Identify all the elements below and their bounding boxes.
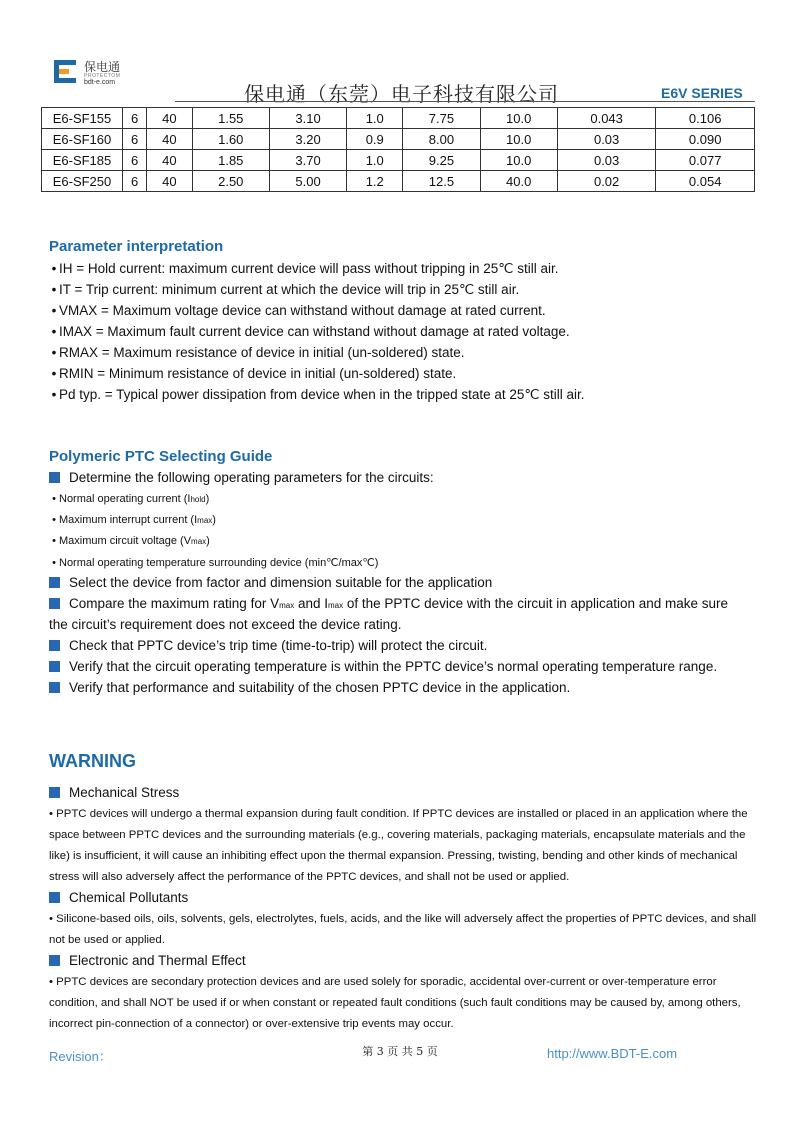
table-cell: 0.043 bbox=[557, 108, 656, 129]
table-cell: 0.02 bbox=[557, 171, 656, 192]
square-bullet-icon bbox=[49, 682, 60, 693]
table-cell: 7.75 bbox=[403, 108, 480, 129]
table-cell: 1.0 bbox=[347, 108, 403, 129]
part-number-cell: E6-SF185 bbox=[42, 150, 123, 171]
section-title-guide: Polymeric PTC Selecting Guide bbox=[49, 448, 273, 465]
guide-subitem: • Maximum interrupt current (Imax) bbox=[49, 514, 216, 526]
table-cell: 6 bbox=[123, 108, 147, 129]
guide-step: Verify that the circuit operating temperature is within the PPTC device’s normal operating temperature range. bbox=[49, 659, 717, 674]
square-bullet-icon bbox=[49, 787, 60, 798]
table-cell: 40.0 bbox=[480, 171, 557, 192]
table-cell: 0.077 bbox=[656, 150, 755, 171]
header-rule bbox=[175, 101, 755, 102]
square-bullet-icon bbox=[49, 892, 60, 903]
company-name: 保电通（东莞）电子科技有限公司 bbox=[244, 82, 559, 106]
table-cell: 1.85 bbox=[192, 150, 269, 171]
bullet-icon: • bbox=[51, 261, 57, 276]
table-row bbox=[42, 108, 755, 129]
warning-paragraph: • PPTC devices will undergo a thermal expansion during fault condition. If PPTC devices are installed or placed in an application where the space between PPTC devices and the surrounding materials (e.g., covering materials, packaging materials, encapsulate materials and the like) is insufficient, it will cause an inhibiting effect upon the thermal expansion. Pressing, twisting, bending and other kinds of mechanical stress will also adversely affect the performance of the PPTC devices, and shall not be used or applied. bbox=[49, 808, 748, 883]
table-cell: 2.50 bbox=[192, 171, 269, 192]
param-item: • IT = Trip current: minimum current at which the device will trip in 25℃ still air. bbox=[49, 282, 519, 298]
bullet-icon: • bbox=[52, 557, 56, 569]
square-bullet-icon bbox=[49, 640, 60, 651]
table-cell: 6 bbox=[123, 171, 147, 192]
table-cell: 10.0 bbox=[480, 150, 557, 171]
logo-text-en: PROTECTOM bbox=[84, 73, 121, 79]
param-item: • IH = Hold current: maximum current device will pass without tripping in 25℃ still air. bbox=[49, 261, 558, 277]
guide-step: Verify that performance and suitability of the chosen PPTC device in the application. bbox=[49, 680, 570, 695]
bullet-icon: • bbox=[51, 387, 57, 402]
param-item: • IMAX = Maximum fault current device can withstand without damage at rated voltage. bbox=[49, 324, 570, 339]
warning-paragraph: • Silicone-based oils, oils, solvents, gels, electrolytes, fuels, acids, and the like will adversely affect the properties of PPTC devices, and shall not be used or applied. bbox=[49, 913, 757, 946]
part-number-cell: E6-SF155 bbox=[42, 108, 123, 129]
part-number-cell: E6-SF250 bbox=[42, 171, 123, 192]
section-title-params: Parameter interpretation bbox=[49, 238, 224, 255]
guide-subitem: • Normal operating current (Ihold) bbox=[49, 493, 209, 505]
table-cell: 3.20 bbox=[269, 129, 346, 150]
param-item: • RMAX = Maximum resistance of device in initial (un-soldered) state. bbox=[49, 345, 465, 360]
table-cell: 0.03 bbox=[557, 150, 656, 171]
warning-heading: Electronic and Thermal Effect bbox=[49, 953, 246, 968]
table-cell: 0.9 bbox=[347, 129, 403, 150]
param-item: • Pd typ. = Typical power dissipation from device when in the tripped state at 25℃ still air. bbox=[49, 387, 585, 403]
square-bullet-icon bbox=[49, 598, 60, 609]
bullet-icon: • bbox=[51, 303, 57, 318]
table-cell: 6 bbox=[123, 129, 147, 150]
table-row bbox=[42, 171, 755, 192]
square-bullet-icon bbox=[49, 472, 60, 483]
bullet-icon: • bbox=[49, 808, 57, 820]
table-cell: 5.00 bbox=[269, 171, 346, 192]
series-title: E6V SERIES bbox=[661, 85, 743, 101]
table-cell: 1.55 bbox=[192, 108, 269, 129]
part-number-cell: E6-SF160 bbox=[42, 129, 123, 150]
warning-paragraph: • PPTC devices are secondary protection devices and are used solely for sporadic, accidental over-current or over-temperature error condition, and shall NOT be used if or when constant or repeated fault conditions (such fault conditions may be caused by, among others, incorrect pin-connection of a connector) or over-extensive trip events may occur. bbox=[49, 976, 741, 1030]
guide-step: Select the device from factor and dimension suitable for the application bbox=[49, 575, 492, 590]
guide-step: Check that PPTC device’s trip time (time-to-trip) will protect the circuit. bbox=[49, 638, 487, 653]
footer-url: http://www.BDT-E.com bbox=[547, 1046, 678, 1061]
guide-step: Determine the following operating parameters for the circuits: bbox=[49, 470, 434, 485]
logo-site: bdt-e.com bbox=[84, 79, 116, 86]
bullet-icon: • bbox=[52, 535, 56, 547]
logo-mark-icon bbox=[50, 58, 80, 86]
table-cell: 12.5 bbox=[403, 171, 480, 192]
company-logo bbox=[50, 58, 140, 88]
warning-heading: Chemical Pollutants bbox=[49, 890, 188, 905]
guide-step-cont: the circuit’s requirement does not exceed the device rating. bbox=[49, 617, 402, 632]
table-cell: 40 bbox=[147, 171, 192, 192]
bullet-icon: • bbox=[51, 345, 57, 360]
guide-step: Compare the maximum rating for Vmax and Imax of the PPTC device with the circuit in application and make sure bbox=[49, 596, 728, 611]
table-cell: 3.10 bbox=[269, 108, 346, 129]
table-cell: 1.0 bbox=[347, 150, 403, 171]
section-title-warning: WARNING bbox=[49, 751, 136, 771]
spec-table bbox=[41, 107, 755, 192]
table-cell: 0.090 bbox=[656, 129, 755, 150]
table-cell: 40 bbox=[147, 108, 192, 129]
table-cell: 0.106 bbox=[656, 108, 755, 129]
table-cell: 9.25 bbox=[403, 150, 480, 171]
table-cell: 8.00 bbox=[403, 129, 480, 150]
footer-page-number: 第 3 页 共 5 页 bbox=[362, 1045, 438, 1058]
bullet-icon: • bbox=[49, 913, 57, 925]
table-cell: 1.60 bbox=[192, 129, 269, 150]
table-cell: 10.0 bbox=[480, 108, 557, 129]
table-cell: 1.2 bbox=[347, 171, 403, 192]
warning-heading: Mechanical Stress bbox=[49, 785, 179, 800]
table-cell: 3.70 bbox=[269, 150, 346, 171]
table-cell: 40 bbox=[147, 129, 192, 150]
table-row bbox=[42, 129, 755, 150]
guide-subitem: • Normal operating temperature surrounding device (min℃/max℃) bbox=[49, 556, 378, 569]
logo-text-cn: 保电通 bbox=[84, 60, 121, 74]
bullet-icon: • bbox=[51, 282, 57, 297]
square-bullet-icon bbox=[49, 661, 60, 672]
square-bullet-icon bbox=[49, 577, 60, 588]
guide-subitem: • Maximum circuit voltage (Vmax) bbox=[49, 535, 210, 547]
table-cell: 6 bbox=[123, 150, 147, 171]
bullet-icon: • bbox=[52, 493, 56, 505]
bullet-icon: • bbox=[51, 324, 57, 339]
table-cell: 10.0 bbox=[480, 129, 557, 150]
table-row bbox=[42, 150, 755, 171]
table-cell: 0.054 bbox=[656, 171, 755, 192]
bullet-icon: • bbox=[52, 514, 56, 526]
footer-revision: Revision： bbox=[49, 1049, 112, 1064]
param-item: • VMAX = Maximum voltage device can withstand without damage at rated current. bbox=[49, 303, 546, 318]
bullet-icon: • bbox=[49, 976, 57, 988]
table-cell: 0.03 bbox=[557, 129, 656, 150]
table-cell: 40 bbox=[147, 150, 192, 171]
square-bullet-icon bbox=[49, 955, 60, 966]
bullet-icon: • bbox=[51, 366, 57, 381]
param-item: • RMIN = Minimum resistance of device in initial (un-soldered) state. bbox=[49, 366, 456, 381]
